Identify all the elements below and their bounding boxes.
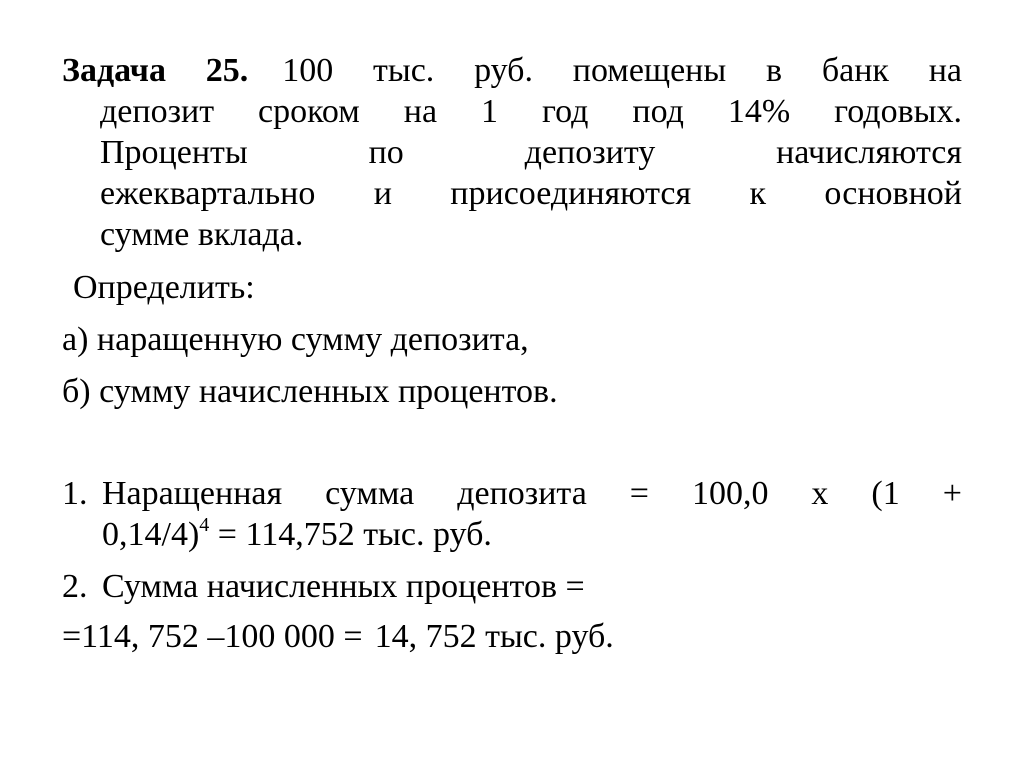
formula-part: 0,14/4) xyxy=(102,516,200,553)
formula-word: = xyxy=(629,475,649,512)
formula-word: Наращенная xyxy=(102,475,283,512)
solution-step-1-line-1 xyxy=(62,473,962,514)
formula-word: депозита xyxy=(457,475,587,512)
solution-step-1-words xyxy=(102,473,962,514)
step-number: 1. xyxy=(62,475,88,512)
step-number: 2. xyxy=(62,568,88,605)
exponent: 4 xyxy=(199,514,210,536)
solution-step-1-line-2 xyxy=(62,514,962,555)
question-b: б) сумму начисленных процентов. xyxy=(62,373,558,410)
formula-word: сумма xyxy=(325,475,415,512)
task-line-5: сумме вклада. xyxy=(100,216,304,253)
task-line-2: депозит сроком на 1 год под 14% годовых. xyxy=(100,93,962,130)
solution-step-1 xyxy=(62,473,962,555)
task-title: Задача 25. xyxy=(62,52,249,89)
solution-step-2 xyxy=(62,566,962,607)
formula-word: 100,0 xyxy=(691,475,769,512)
task-line-3: Проценты по депозиту начисляются xyxy=(100,134,962,171)
interest-result: 14, 752 тыс. руб. xyxy=(374,618,614,655)
formula-word: х xyxy=(811,475,829,512)
calculation: =114, 752 –100 000 = xyxy=(62,618,363,655)
task-line-4: ежеквартально и присоединяются к основной xyxy=(100,175,962,212)
formula-word: (1 xyxy=(871,475,900,512)
task-statement xyxy=(62,50,962,255)
task-text-1: 100 тыс. руб. помещены в банк на xyxy=(282,52,962,89)
task-line-1 xyxy=(62,50,962,91)
solution-step-2-result xyxy=(62,616,962,657)
formula-result: = 114,752 тыс. руб. xyxy=(209,516,492,553)
solution-step-2-text: Сумма начисленных процентов = xyxy=(102,568,585,605)
formula-word: + xyxy=(942,475,962,512)
determine-heading: Определить: xyxy=(73,269,255,306)
question-a: а) наращенную сумму депозита, xyxy=(62,321,529,358)
